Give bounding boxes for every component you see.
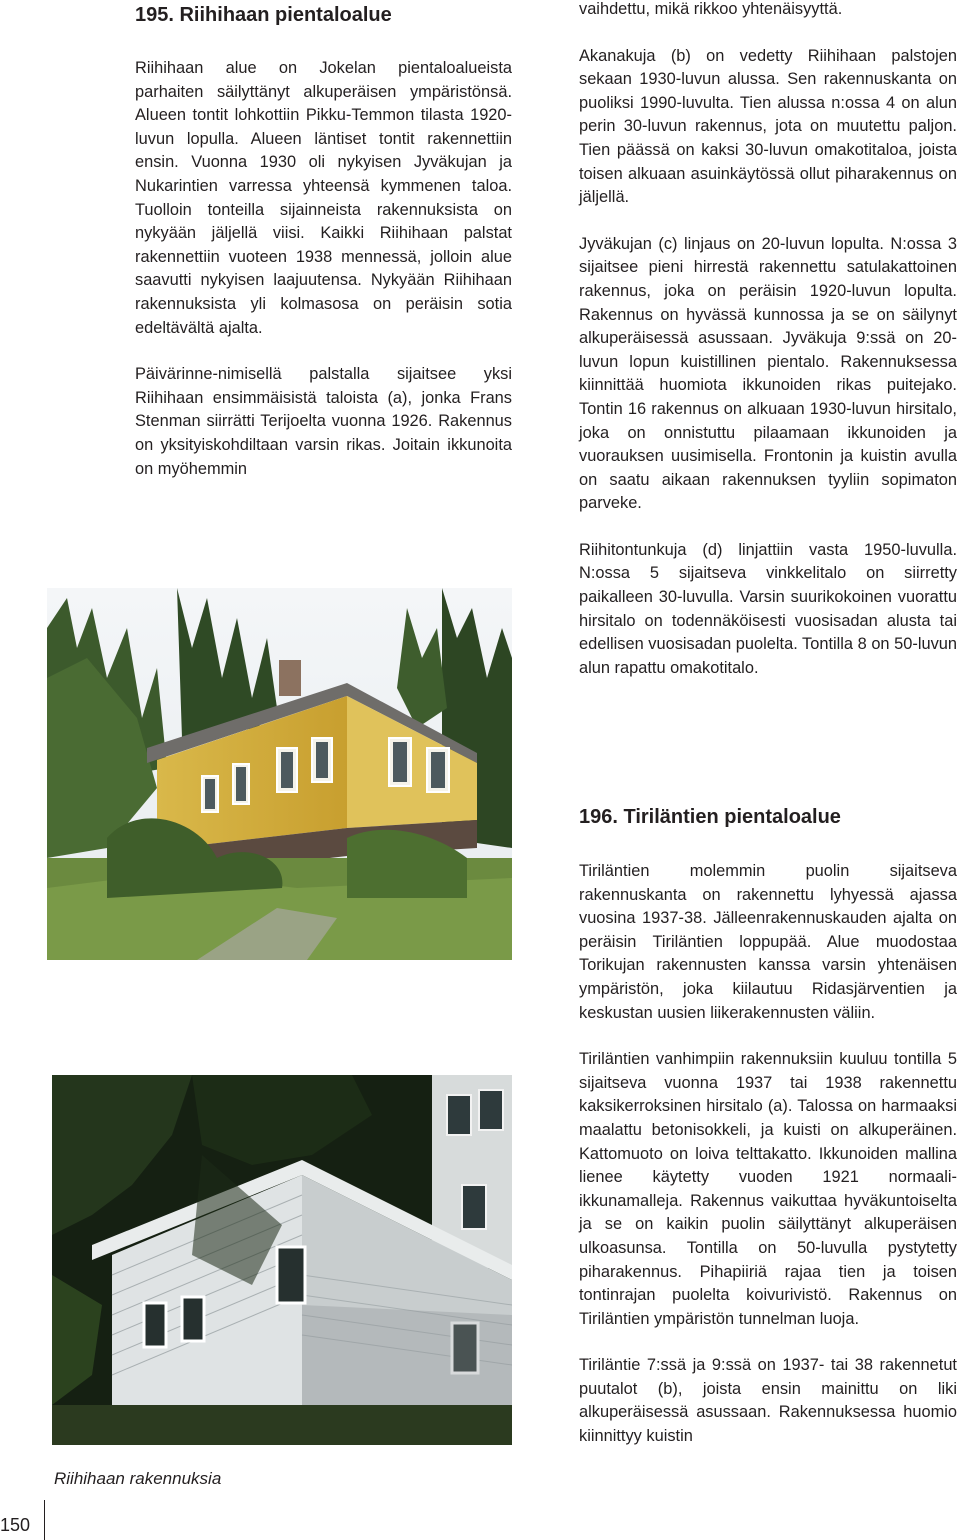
paragraph: Tiriläntie 7:ssä ja 9:ssä on 1937- tai 38 rakennetut puutalot (b), joista ensin mainittu on liki alkuperäisessä asussaan. Rakennuksessa huomio kiinnittyy kuistin (579, 1356, 957, 1446)
photo-white-house (52, 1075, 512, 1445)
page-number: 150 (0, 1515, 31, 1535)
yellow-house-image (47, 588, 512, 960)
photo-caption: Riihihaan rakennuksia (54, 1469, 222, 1488)
paragraph: Tiriläntien molemmin puolin sijaitseva rakennuskanta on rakennettu lyhyessä ajassa vuosina 1937-38. Jälleenrakennuskauden ajalta on peräisin Tiriläntien loppupää. Alue muodostaa Torikujan rakennusten kanssa varsin yhtenäisen ympäristön, joka kiilautuu Ridasjärventien ja keskustan uusien liikerakennusten väliin. (579, 862, 957, 1022)
margin-rule (44, 1500, 45, 1540)
white-house-image (52, 1075, 512, 1445)
section-196-heading: 196. Tiriläntien pientaloalue (579, 806, 841, 828)
paragraph: Riihitontunkuja (d) linjattiin vasta 1950-luvulla. N:ossa 5 sijaitseva vinkkelitalo on siirretty paikalleen 30-luvulla. Varsin suurikokoinen vuorattu hirsitalo on todennäköisesti vuosisadan alusta tai edellisen vuosisadan puolelta. Tontilla 8 on 50-luvun alun rapattu omakotitalo. (579, 540, 957, 677)
paragraph: Riihihaan alue on Jokelan pientaloalueista parhaiten säilyttänyt alkuperäisen ympäristönsä. Alueen tontit lohkottiin Pikku-Temmon tilasta 1920-luvun lopulla. Alueen läntiset tontit rakennettiin ensin. Vuonna 1930 oli nykyisen Jyväkujan ja Nukarintien varressa yhteensä kymmenen taloa. Tuolloin tonteilla sijainneista rakennuksista on nykyään jäljellä viisi. Kaikki Riihihaan palstat rakennettiin vuoteen 1938 mennessä, jolloin alue saavutti nykyisen laajuutensa. Nykyään Riihihaan rakennuksista yli kolmasosa on peräisin sotia edeltävältä ajalta. (135, 59, 512, 337)
section-195-heading: 195. Riihihaan pientaloalue (135, 4, 392, 26)
paragraph: Tiriläntien vanhimpiin rakennuksiin kuuluu tontilla 5 sijaitseva vuonna 1937 tai 1938 rakennettu kaksikerroksinen hirsitalo (a). Talossa on harmaaksi maalattu betonisokkeli, ja kuisti on alkuperäinen. Kattomuoto on loiva telttakatto. Ikkunoiden mallina lienee käytetty vuoden 1921 normaali-ikkunamalleja. Rakennus vaikuttaa hyväkuntoiselta ja se on kaikin puolin säilyttänyt alkuperäisen ulkoasunsa. Tontilla on 50-luvulla pystytetty piharakennus. Pihapiiriä rajaa tien ja toisen tontinrajan puolelta koivurivistö. Rakennus on Tiriläntien ympäristön tunnelman luoja. (579, 1050, 957, 1328)
paragraph: Akanakuja (b) on vedetty Riihihaan palstojen sekaan 1930-luvun alussa. Sen rakennuskanta on puoliksi 1990-luvulta. Tien alussa n:ossa 4 on alun perin 30-luvun rakennus, jota on muutettu paljon. Tien päässä on kaksi 30-luvun omakotitaloa, joista toisen alkuaan asuinkäytössä ollut piharakennus on jäljellä. (579, 46, 957, 207)
paragraph: Päivärinne-nimisellä palstalla sijaitsee yksi Riihihaan ensimmäisistä taloista (a), jonka Frans Stenman siirrätti Terijoelta vuonna 1926. Rakennus on yksityiskohdiltaan varsin rikas. Joitain ikkunoita on myöhemmin (135, 365, 512, 478)
left-column (135, 57, 512, 481)
right-column-top (579, 0, 957, 680)
paragraph: vaihdettu, mikä rikkoo yhtenäisyyttä. (579, 0, 843, 18)
photo-yellow-house (47, 588, 512, 960)
paragraph: Jyväkujan (c) linjaus on 20-luvun lopulta. N:ossa 3 sijaitsee pieni hirrestä rakennettu satulakattoinen rakennus, joka on peräisin 1920-luvun lopulta. Rakennus on hyvässä kunnossa ja se on säilynyt alkuperäisessä asussaan. Jyväkuja 9:ssä on 20-luvun lopun kuistillinen pientalo. Rakennuksessa kiinnittää huomiota ikkunoiden rikas puitejako. Tontin 16 rakennus on alkuaan 1930-luvun hirsitalo, joka on onnistuttu pilaamaan ikkunoiden ja vuorauksen uusimisella. Frontonin ja kuistin avulla on saatu aikaan rakennuksen tyyliin sopimaton parveke. (579, 234, 957, 513)
right-column-bottom (579, 860, 957, 1449)
